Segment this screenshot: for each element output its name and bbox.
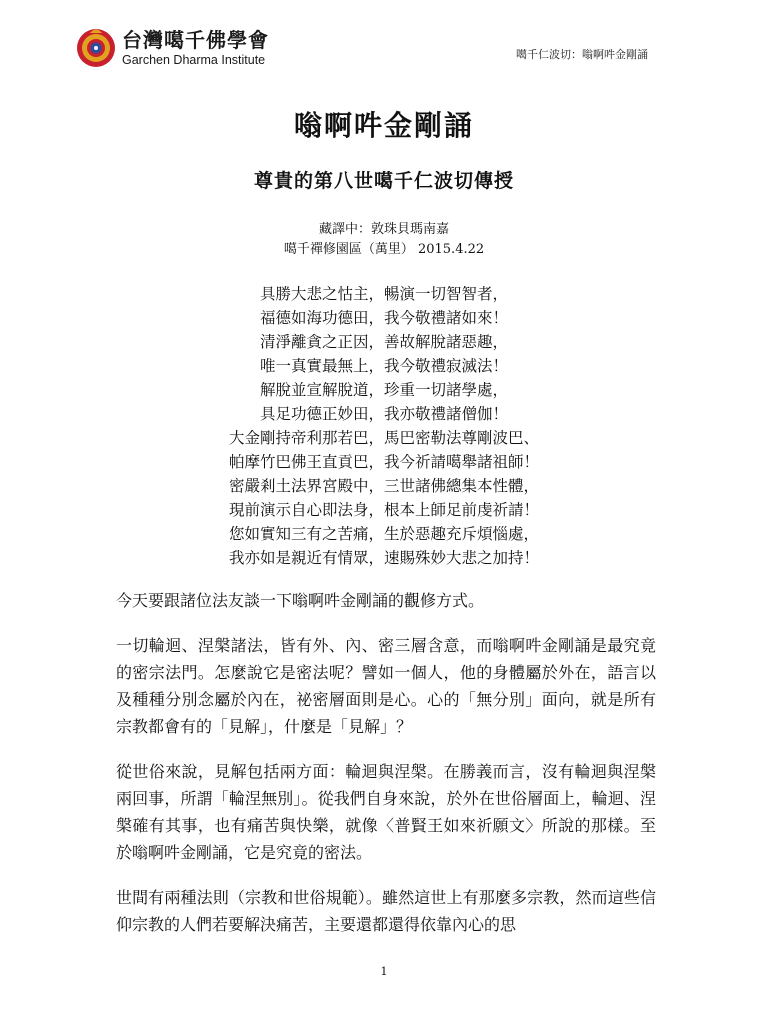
body-paragraph: 一切輪迴、涅槃諸法，皆有外、內、密三層含意，而嗡啊吽金剛誦是最究竟的密宗法門。怎麼說它是密法呢？譬如一個人，他的身體屬於外在，語言以及種種分別念屬於內在，祕密層面則是心。心的「無分別」面向，就是所有宗教都會有的「見解」，什麼是「見解」？ xyxy=(116,636,656,736)
body-paragraph: 今天要跟諸位法友談一下嗡啊吽金剛誦的觀修方式。 xyxy=(116,591,485,610)
verse-line: 具勝大悲之怙主，暢演一切智智者， xyxy=(259,285,508,303)
page-number: 1 xyxy=(380,965,388,978)
body-paragraph: 世間有兩種法則（宗教和世俗規範）。雖然這世上有那麼多宗教，然而這些信仰宗教的人們若要解決痛苦，主要還都還得依靠內心的思 xyxy=(116,888,656,934)
verse-line: 解脫並宣解脫道，珍重一切諸學處， xyxy=(259,381,508,399)
verse-line: 您如實知三有之苦痛，生於惡趣充斥煩惱處， xyxy=(228,525,539,543)
location-date: 噶千禪修園區（萬里） 2015.4.22 xyxy=(283,242,485,257)
dharma-wheel-logo-icon xyxy=(76,26,116,70)
document-title: 嗡啊吽金剛誦 xyxy=(293,109,474,142)
body-paragraph: 從世俗來說，見解包括兩方面：輪迴與涅槃。在勝義而言，沒有輪迴與涅槃兩回事，所謂「輪涅無別」。從我們自身來說，於外在世俗層面上，輪迴、涅槃確有其事，也有痛苦與快樂，就像〈普賢王如來祈願文〉所說的那樣。至於嗡啊吽金剛誦，它是究竟的密法。 xyxy=(116,762,656,862)
opening-verse xyxy=(0,282,768,570)
institute-logo xyxy=(76,26,269,70)
verse-line: 現前演示自心即法身，根本上師足前虔祈請！ xyxy=(228,501,539,519)
translator-credit: 藏譯中：敦珠貝瑪南嘉 xyxy=(318,222,449,237)
logo-chinese-name: 台灣噶千佛學會 xyxy=(122,28,269,52)
verse-line: 清淨離貪之正因，善故解脫諸惡趣， xyxy=(259,333,508,351)
document-subtitle: 尊貴的第八世噶千仁波切傳授 xyxy=(253,170,514,192)
verse-line: 我亦如是親近有情眾，速賜殊妙大悲之加持！ xyxy=(228,549,539,567)
running-header-title: 噶千仁波切：嗡啊吽金剛誦 xyxy=(516,48,648,61)
logo-english-name: Garchen Dharma Institute xyxy=(122,53,266,67)
verse-line: 具足功德正妙田，我亦敬禮諸僧伽！ xyxy=(259,405,508,423)
verse-line: 帕摩竹巴佛王直貢巴，我今祈請噶舉諸祖師！ xyxy=(228,453,539,471)
verse-line: 密嚴剎土法界宮殿中，三世諸佛總集本性體， xyxy=(228,477,539,495)
verse-line: 大金剛持帝利那若巴，馬巴密勒法尊剛波巴、 xyxy=(228,429,539,447)
verse-line: 福德如海功德田，我今敬禮諸如來！ xyxy=(259,309,508,327)
body-text xyxy=(116,587,656,956)
verse-line: 唯一真實最無上，我今敬禮寂滅法！ xyxy=(259,357,508,375)
